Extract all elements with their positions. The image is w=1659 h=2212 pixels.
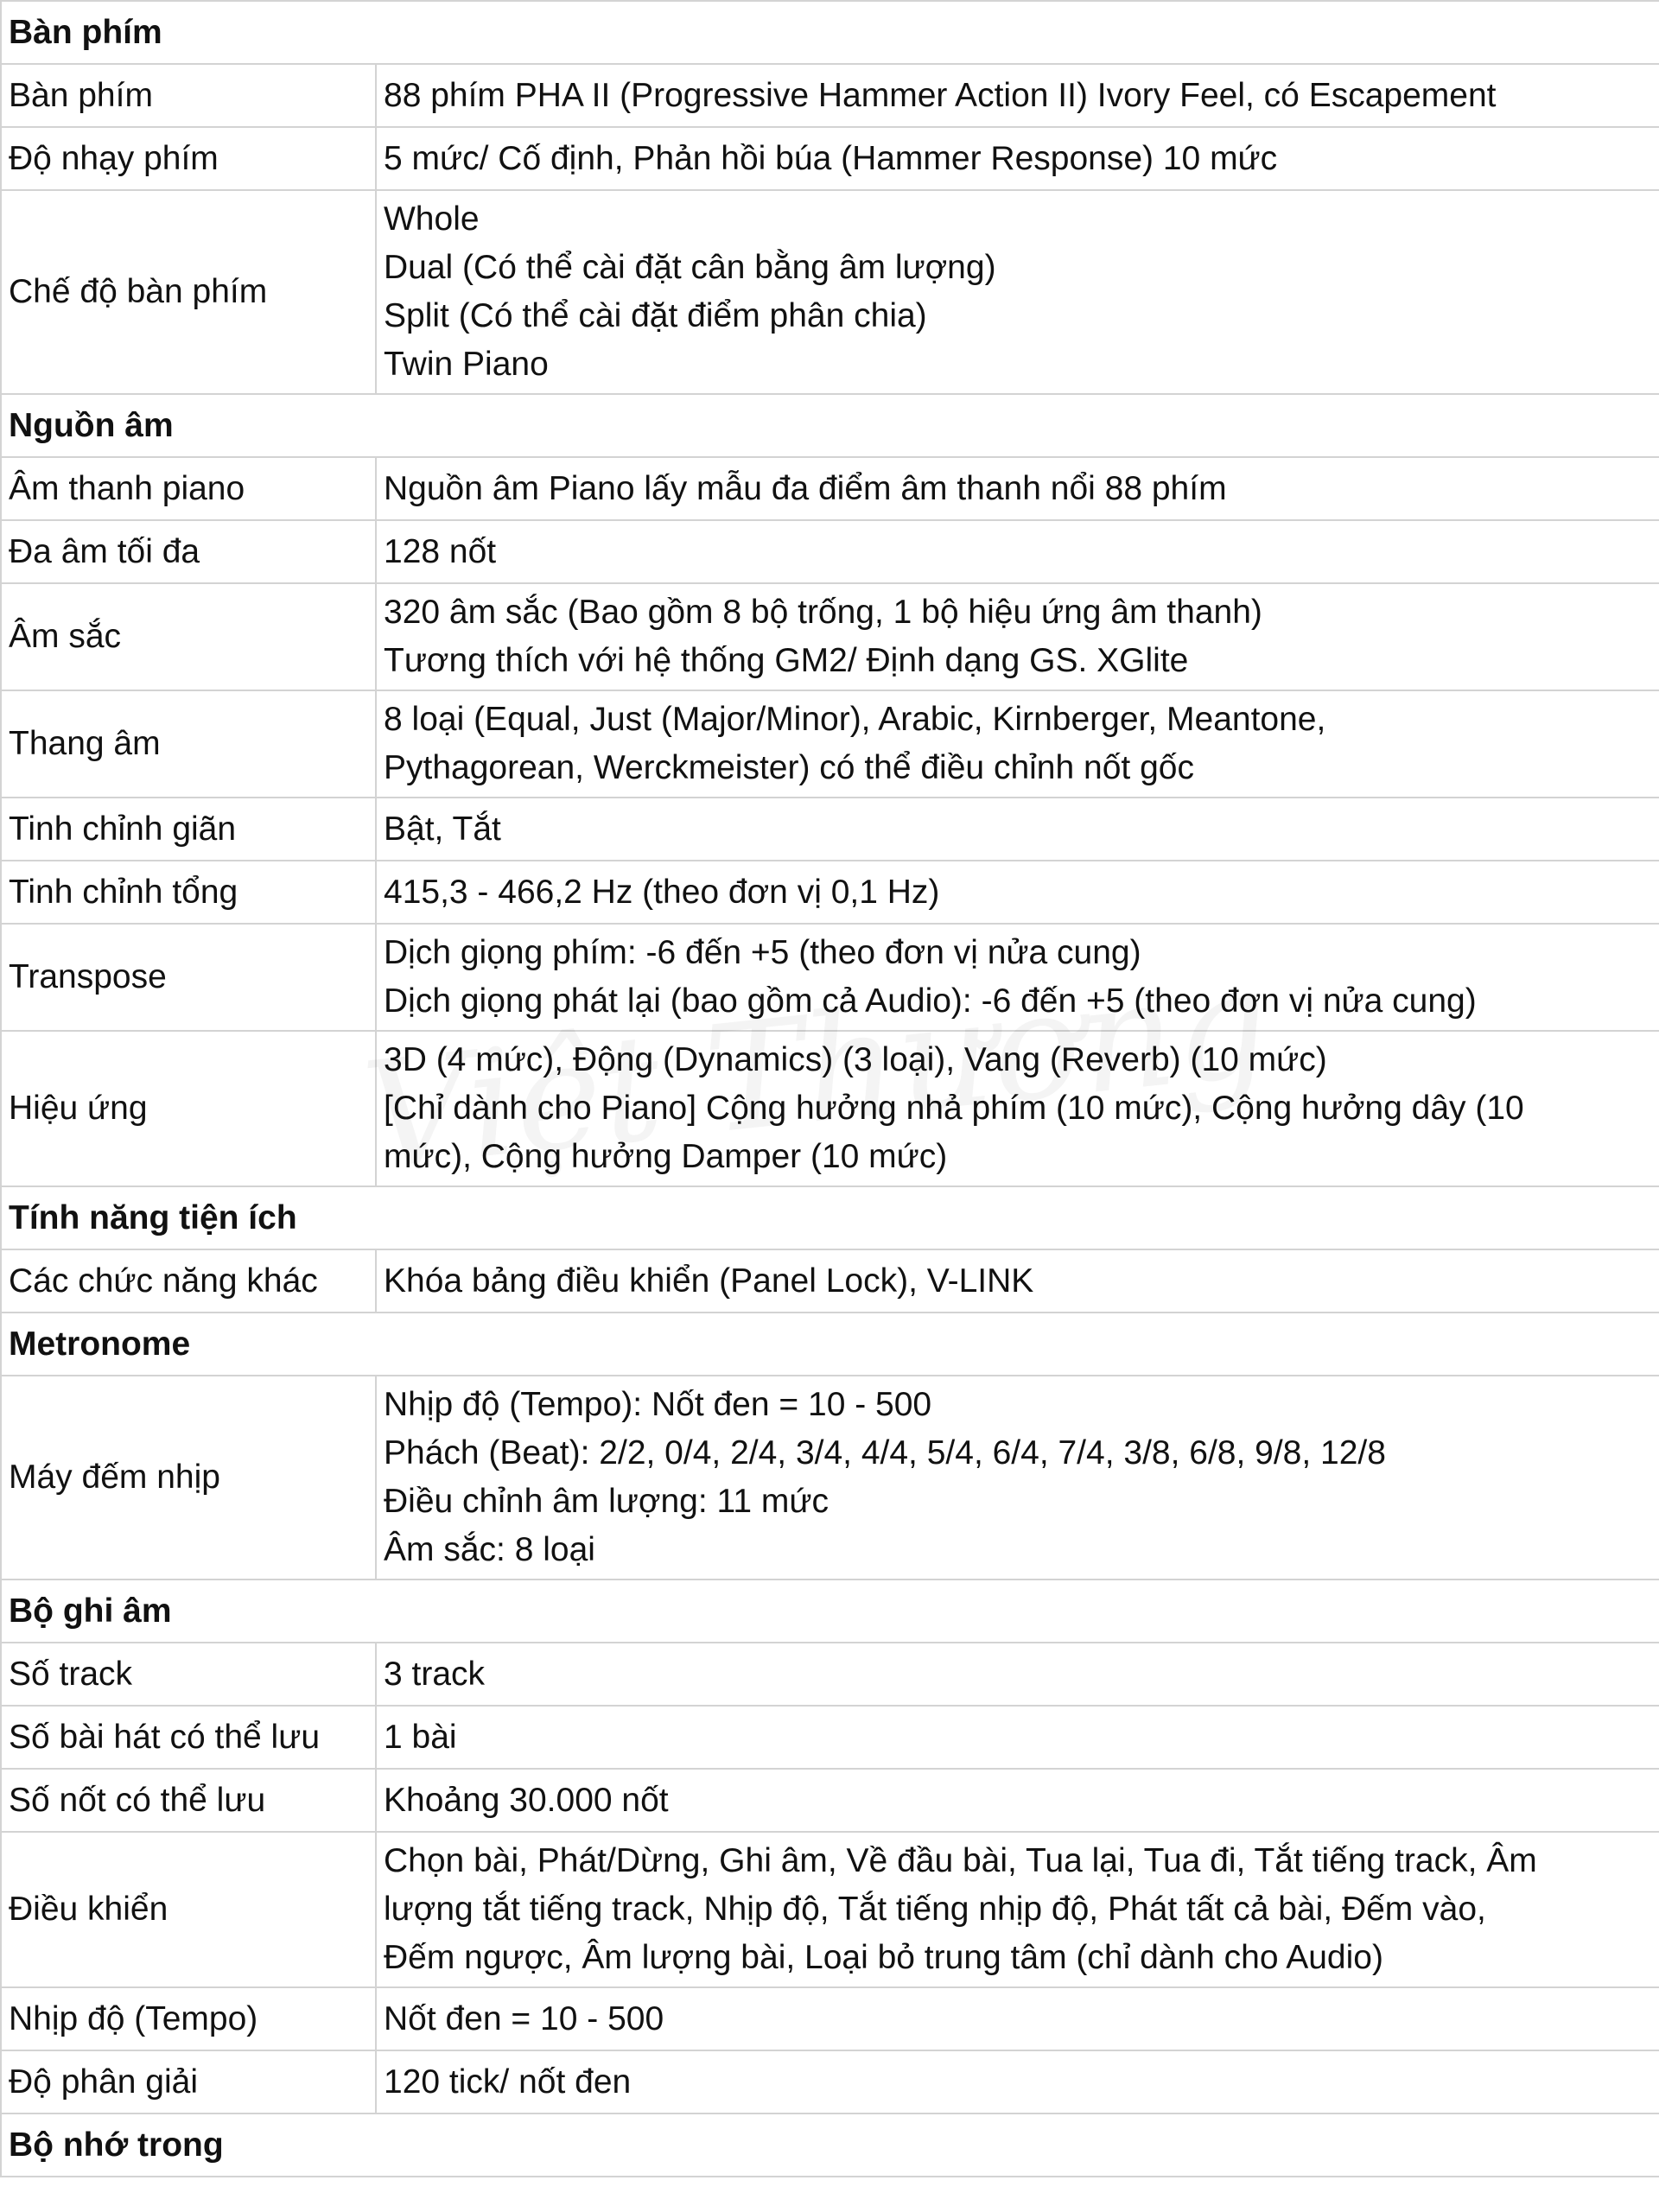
- spec-value-line: 5 mức/ Cố định, Phản hồi búa (Hammer Response) 10 mức: [384, 139, 1278, 177]
- spec-value-line: 3 track: [384, 1655, 486, 1693]
- spec-table-body: [1, 1, 1659, 2177]
- spec-value-line: Split (Có thể cài đặt điểm phân chia): [384, 297, 927, 334]
- spec-value-line: [Chỉ dành cho Piano] Cộng hưởng nhả phím (10 mức), Cộng hưởng dây (10: [384, 1090, 1524, 1127]
- spec-value: [376, 1376, 1659, 1580]
- spec-value-line: 1 bài: [384, 1718, 457, 1756]
- spec-row: [1, 1249, 1659, 1313]
- spec-label: Số bài hát có thể lưu: [1, 1706, 376, 1769]
- spec-value-line: Phách (Beat): 2/2, 0/4, 2/4, 3/4, 4/4, 5/4, 6/4, 7/4, 3/8, 6/8, 9/8, 12/8: [384, 1434, 1386, 1471]
- spec-value: [376, 1987, 1659, 2050]
- spec-value-line: 8 loại (Equal, Just (Major/Minor), Arabic, Kirnberger, Meantone,: [384, 701, 1326, 738]
- spec-value: [376, 127, 1659, 190]
- spec-row: [1, 798, 1659, 861]
- spec-value: [376, 1643, 1659, 1706]
- spec-label: Tinh chỉnh giãn: [1, 798, 376, 861]
- spec-label: Máy đếm nhịp: [1, 1376, 376, 1580]
- section-title: Bàn phím: [1, 1, 1659, 64]
- spec-value-line: Bật, Tắt: [384, 810, 501, 848]
- spec-row: [1, 457, 1659, 520]
- spec-value-line: Khoảng 30.000 nốt: [384, 1781, 669, 1819]
- spec-label: Thang âm: [1, 690, 376, 798]
- spec-label: Đa âm tối đa: [1, 520, 376, 583]
- spec-value: [376, 190, 1659, 394]
- spec-value-line: Khóa bảng điều khiển (Panel Lock), V-LINK: [384, 1262, 1034, 1300]
- spec-label: Âm thanh piano: [1, 457, 376, 520]
- spec-value: [376, 1706, 1659, 1769]
- spec-row: [1, 64, 1659, 127]
- spec-label: Độ phân giải: [1, 2050, 376, 2113]
- spec-value: [376, 1249, 1659, 1313]
- spec-value-line: Whole: [384, 200, 480, 238]
- spec-row: [1, 190, 1659, 394]
- spec-value-line: Nốt đen = 10 - 500: [384, 1999, 664, 2037]
- spec-value: [376, 1769, 1659, 1832]
- spec-label: Chế độ bàn phím: [1, 190, 376, 394]
- spec-row: [1, 127, 1659, 190]
- section-title: Bộ nhớ trong: [1, 2113, 1659, 2177]
- spec-label: Số nốt có thể lưu: [1, 1769, 376, 1832]
- section-title: Tính năng tiện ích: [1, 1186, 1659, 1249]
- section-title: Bộ ghi âm: [1, 1580, 1659, 1643]
- spec-value: [376, 690, 1659, 798]
- section-title: Metronome: [1, 1313, 1659, 1376]
- spec-value: [376, 1031, 1659, 1186]
- spec-value-line: Âm sắc: 8 loại: [384, 1531, 595, 1568]
- spec-value: [376, 1832, 1659, 1987]
- spec-value-line: Dịch giọng phát lại (bao gồm cả Audio): -6 đến +5 (theo đơn vị nửa cung): [384, 982, 1477, 1020]
- spec-row: [1, 690, 1659, 798]
- spec-value-line: Twin Piano: [384, 346, 549, 383]
- spec-value: [376, 583, 1659, 690]
- spec-row: [1, 861, 1659, 924]
- spec-value-line: Nhịp độ (Tempo): Nốt đen = 10 - 500: [384, 1386, 932, 1423]
- spec-value-line: 3D (4 mức), Động (Dynamics) (3 loại), Vang (Reverb) (10 mức): [384, 1041, 1327, 1078]
- spec-value-line: Dual (Có thể cài đặt cân bằng âm lượng): [384, 249, 996, 286]
- spec-row: [1, 1031, 1659, 1186]
- spec-value-line: lượng tắt tiếng track, Nhịp độ, Tắt tiếng nhịp độ, Phát tất cả bài, Đếm vào,: [384, 1891, 1486, 1928]
- spec-value-line: 320 âm sắc (Bao gồm 8 bộ trống, 1 bộ hiệu ứng âm thanh): [384, 594, 1262, 631]
- spec-value-line: Pythagorean, Werckmeister) có thể điều chỉnh nốt gốc: [384, 749, 1194, 786]
- spec-label: Nhịp độ (Tempo): [1, 1987, 376, 2050]
- spec-value-line: Đếm ngược, Âm lượng bài, Loại bỏ trung tâm (chỉ dành cho Audio): [384, 1939, 1383, 1976]
- spec-row: [1, 924, 1659, 1031]
- spec-value-line: 128 nốt: [384, 532, 497, 570]
- spec-label: Âm sắc: [1, 583, 376, 690]
- spec-label: Hiệu ứng: [1, 1031, 376, 1186]
- spec-value-line: 120 tick/ nốt đen: [384, 2063, 632, 2101]
- spec-value: [376, 2050, 1659, 2113]
- spec-value-line: Dịch giọng phím: -6 đến +5 (theo đơn vị nửa cung): [384, 934, 1141, 971]
- spec-value-line: 415,3 - 466,2 Hz (theo đơn vị 0,1 Hz): [384, 873, 940, 911]
- section-header-row: [1, 1186, 1659, 1249]
- spec-value: [376, 924, 1659, 1031]
- spec-row: [1, 1832, 1659, 1987]
- spec-value: [376, 520, 1659, 583]
- spec-row: [1, 2050, 1659, 2113]
- spec-value: [376, 798, 1659, 861]
- spec-value-line: Tương thích với hệ thống GM2/ Định dạng GS. XGlite: [384, 642, 1189, 679]
- spec-value-line: 88 phím PHA II (Progressive Hammer Action II) Ivory Feel, có Escapement: [384, 76, 1497, 114]
- spec-label: Độ nhạy phím: [1, 127, 376, 190]
- spec-row: [1, 1643, 1659, 1706]
- spec-value-line: Nguồn âm Piano lấy mẫu đa điểm âm thanh nổi 88 phím: [384, 469, 1227, 507]
- spec-value: [376, 861, 1659, 924]
- section-header-row: [1, 1, 1659, 64]
- spec-row: [1, 1706, 1659, 1769]
- spec-label: Số track: [1, 1643, 376, 1706]
- spec-value-line: Chọn bài, Phát/Dừng, Ghi âm, Về đầu bài, Tua lại, Tua đi, Tắt tiếng track, Âm: [384, 1842, 1537, 1879]
- section-header-row: [1, 1580, 1659, 1643]
- spec-label: Điều khiển: [1, 1832, 376, 1987]
- spec-row: [1, 583, 1659, 690]
- section-header-row: [1, 1313, 1659, 1376]
- spec-value-line: Điều chỉnh âm lượng: 11 mức: [384, 1483, 829, 1520]
- spec-value: [376, 457, 1659, 520]
- spec-label: Transpose: [1, 924, 376, 1031]
- section-header-row: [1, 394, 1659, 457]
- spec-row: [1, 1769, 1659, 1832]
- spec-row: [1, 1987, 1659, 2050]
- spec-label: Tinh chỉnh tổng: [1, 861, 376, 924]
- spec-row: [1, 520, 1659, 583]
- spec-value: [376, 64, 1659, 127]
- spec-label: Các chức năng khác: [1, 1249, 376, 1313]
- section-title: Nguồn âm: [1, 394, 1659, 457]
- spec-label: Bàn phím: [1, 64, 376, 127]
- spec-row: [1, 1376, 1659, 1580]
- section-header-row: [1, 2113, 1659, 2177]
- spec-value-line: mức), Cộng hưởng Damper (10 mức): [384, 1138, 948, 1175]
